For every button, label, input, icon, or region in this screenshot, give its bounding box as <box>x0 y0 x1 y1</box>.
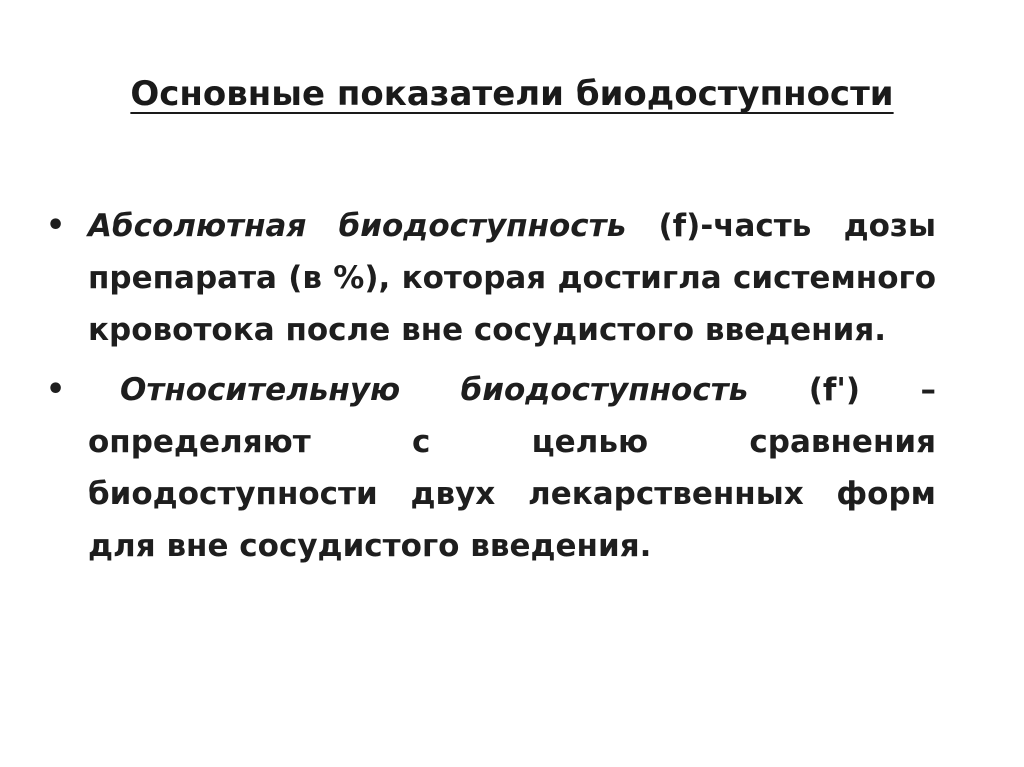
bullet-term: Абсолютная биодоступность <box>88 208 627 244</box>
bullet-list <box>46 200 936 580</box>
slide-title <box>0 72 1024 116</box>
bullet-dot-icon: • <box>46 372 66 407</box>
bullet-item-relative-bioavailability <box>46 364 936 572</box>
slide-title-text: Основные показатели биодоступности <box>130 74 894 114</box>
bullet-item-absolute-bioavailability <box>46 200 936 356</box>
bullet-text: (f') – определяют с целью сравнения биодоступности двух лекарственных форм для вне сосудистого введения. <box>88 372 936 564</box>
bullet-text: (f)-часть дозы препарата (в %), которая достигла системного кровотока после вне сосудистого введения. <box>88 208 936 348</box>
bullet-term: Относительную биодоступность <box>120 372 749 408</box>
bullet-dot-icon: • <box>46 208 66 243</box>
